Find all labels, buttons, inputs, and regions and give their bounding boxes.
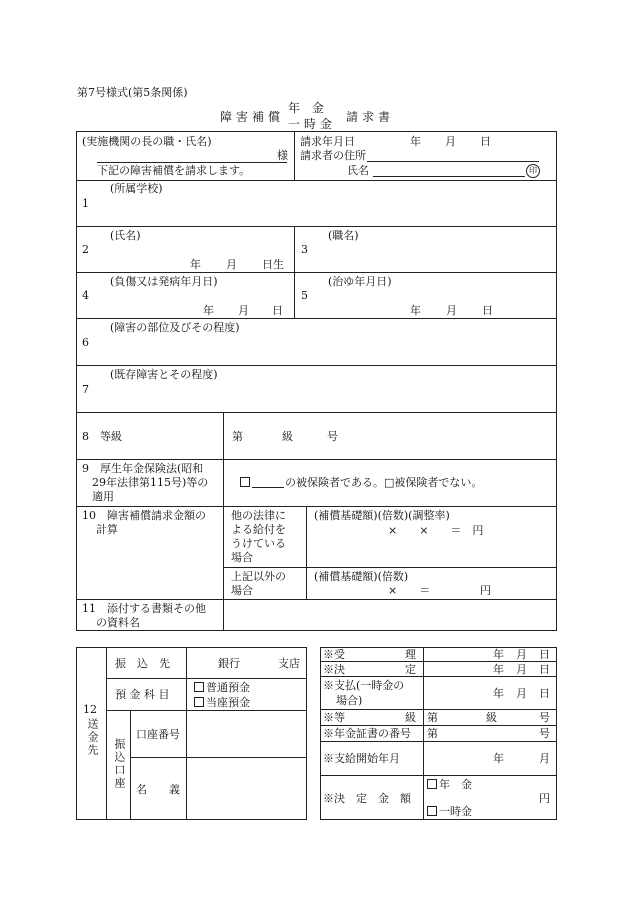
receipt-year: 年 (493, 648, 504, 661)
deposit-type-label: 預 金 科 目 (115, 688, 170, 701)
address-label: 請求者の住所 (300, 149, 366, 162)
title-suffix: 請求書 (346, 110, 395, 124)
decision-month: 月 (516, 663, 527, 676)
pension-law-line2: 29年法律第115号)等の (92, 476, 209, 489)
title-main: 障害補償 (220, 110, 285, 124)
birth-month: 月 (226, 258, 237, 271)
job-title-label: (職名) (328, 229, 359, 242)
section-12-label: 送金先 (86, 718, 99, 757)
school-label: (所属学校) (110, 182, 163, 195)
item-number-7: 7 (82, 383, 89, 396)
receipt-label-right: 理 (405, 648, 416, 661)
else-case-line1: 上記以外の (231, 570, 286, 583)
payment-month: 月 (516, 687, 527, 700)
decision-day: 日 (539, 663, 550, 676)
form-number: 第7号様式(第5条関係) (77, 86, 188, 99)
title-lump-sum: 一時金 (288, 117, 337, 131)
item-number-4: 4 (82, 289, 89, 302)
birth-year: 年 (190, 258, 201, 271)
formula2-head: (補償基礎額)(倍数) (314, 570, 409, 583)
attachments-line2: の資料名 (96, 616, 140, 629)
account-holder-label: 名 義 (136, 783, 180, 796)
other-law-line3: うけている (231, 537, 286, 550)
bank-label: 銀行 (218, 657, 240, 670)
pension-checkbox[interactable] (240, 477, 252, 488)
payment-label-line1: ※支払(一時金の (323, 679, 405, 692)
amount-lump-option[interactable]: 一時金 (427, 806, 472, 817)
transfer-account-label: 振込口座 (113, 738, 126, 790)
office-grade-right: 級 (405, 711, 416, 724)
cure-day: 日 (482, 304, 493, 317)
other-law-line1: 他の法律に (231, 509, 286, 522)
cure-year: 年 (410, 304, 421, 317)
office-grade-go: 号 (539, 711, 550, 724)
item-number-1: 1 (82, 197, 89, 210)
sama-label: 様 (277, 149, 288, 162)
other-law-line2: よる給付を (231, 523, 286, 536)
calc-label-line1: 10 障害補償請求金額の (82, 509, 206, 522)
injury-year: 年 (203, 304, 214, 317)
certificate-number-label: ※年金証書の番号 (323, 727, 411, 740)
account-number-label: 口座番号 (136, 728, 180, 741)
birth-day: 日生 (262, 258, 284, 271)
office-grade-left: ※等 (323, 711, 345, 724)
name-item-label: (氏名) (110, 229, 141, 242)
pension-law-line3: 適用 (92, 490, 114, 503)
amount-annual-option[interactable]: 年 金 (427, 779, 472, 790)
item-number-5: 5 (301, 289, 308, 302)
name-label: 氏名 (347, 164, 369, 177)
payment-label-line2: 場合) (336, 694, 363, 707)
formula1-head: (補償基礎額)(倍数)(調整率) (314, 509, 450, 522)
payment-day: 日 (539, 687, 550, 700)
item-number-2: 2 (82, 243, 89, 256)
title-annual: 年 金 (288, 101, 328, 115)
pension-insurer-field[interactable] (252, 487, 284, 488)
decision-year: 年 (493, 663, 504, 676)
formula2-body: × ＝ (388, 584, 431, 597)
formula1-body: × × ＝ 円 (388, 524, 484, 537)
main-form (76, 131, 557, 631)
pension-text: の被保険者である。□被保険者でない。 (285, 476, 483, 489)
formula2-yen: 円 (480, 584, 491, 597)
attachments-line1: 11 添付する書類その他 (82, 602, 206, 615)
start-month: 月 (539, 752, 550, 765)
office-grade-kyu: 級 (486, 711, 497, 724)
item-number-3: 3 (301, 243, 308, 256)
existing-disability-label: (既存障害とその程度) (110, 368, 218, 381)
transfer-to-label: 振 込 先 (115, 657, 170, 670)
address-field[interactable] (367, 161, 539, 162)
day-label: 日 (480, 135, 491, 148)
month-label: 月 (445, 135, 456, 148)
current-deposit-option[interactable]: 当座預金 (194, 697, 250, 708)
branch-label: 支店 (278, 657, 300, 670)
receipt-day: 日 (539, 648, 550, 661)
receipt-month: 月 (516, 648, 527, 661)
payment-start-label: ※支給開始年月 (323, 752, 400, 765)
pension-law-line1: 9 厚生年金保険法(昭和 (82, 462, 204, 475)
amount-yen: 円 (539, 792, 550, 805)
decision-label-right: 定 (405, 663, 416, 676)
other-law-line4: 場合 (231, 551, 253, 564)
injury-month: 月 (238, 304, 249, 317)
name-field[interactable] (373, 176, 525, 177)
grade-dai: 第 (232, 430, 243, 443)
injury-date-label: (負傷又は発病年月日) (110, 275, 218, 288)
payment-year: 年 (493, 687, 504, 700)
request-date-label: 請求年月日 (300, 135, 355, 148)
request-text: 下記の障害補償を請求します。 (97, 164, 251, 177)
grade-go: 号 (327, 430, 338, 443)
institution-label: (実施機関の長の職・氏名) (82, 135, 212, 148)
cure-month: 月 (446, 304, 457, 317)
injury-day: 日 (272, 304, 283, 317)
section-12-number: 12 (83, 703, 97, 716)
decided-amount-label: ※決 定 金 額 (323, 792, 411, 805)
grade-kyu: 級 (282, 430, 293, 443)
certificate-dai: 第 (427, 727, 438, 740)
cure-date-label: (治ゆ年月日) (328, 275, 392, 288)
bank-table (76, 647, 307, 820)
seal-mark: 印 (526, 164, 540, 178)
ordinary-deposit-option[interactable]: 普通預金 (194, 682, 250, 693)
start-year: 年 (493, 752, 504, 765)
certificate-go: 号 (539, 727, 550, 740)
else-case-line2: 場合 (231, 584, 253, 597)
receipt-label-left: ※受 (323, 648, 345, 661)
office-grade-dai: 第 (427, 711, 438, 724)
decision-label-left: ※決 (323, 663, 345, 676)
disability-part-label: (障害の部位及びその程度) (110, 321, 240, 334)
calc-label-line2: 計算 (96, 523, 118, 536)
item-number-6: 6 (82, 336, 89, 349)
year-label: 年 (410, 135, 421, 148)
grade-label: 8 等級 (82, 430, 122, 443)
